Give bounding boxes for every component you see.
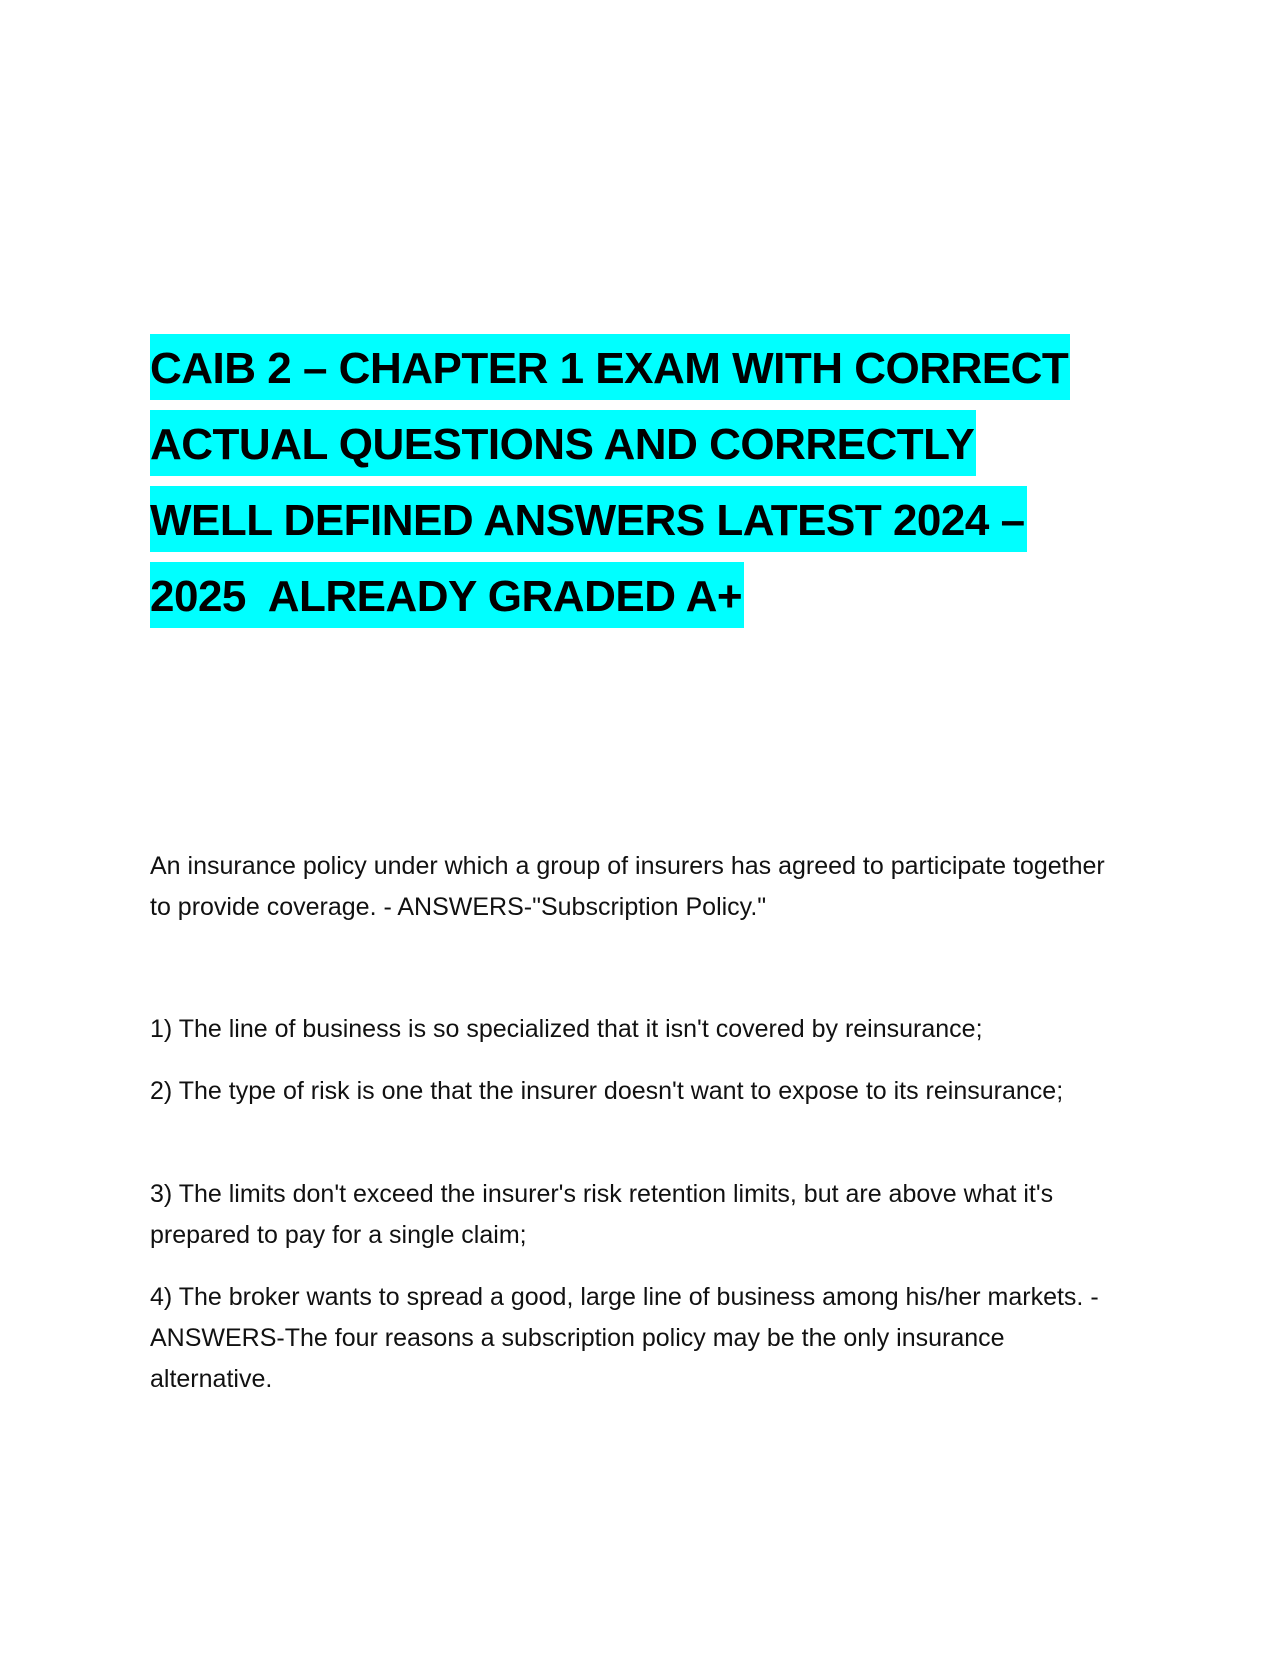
title-line-text: 2025 ALREADY GRADED A+ bbox=[150, 562, 744, 628]
document-title bbox=[150, 334, 1110, 638]
title-line-text: ACTUAL QUESTIONS AND CORRECTLY bbox=[150, 410, 976, 476]
title-line bbox=[150, 486, 1110, 562]
reason-item-1: 1) The line of business is so specialized that it isn't covered by reinsurance; bbox=[150, 1015, 983, 1043]
question-answer-paragraph: An insurance policy under which a group of insurers has agreed to participate together to provide coverage. - ANSWERS-"Subscription Policy." bbox=[150, 852, 1105, 921]
title-line-text: WELL DEFINED ANSWERS LATEST 2024 – bbox=[150, 486, 1027, 552]
title-line bbox=[150, 410, 1110, 486]
reason-item-3: 3) The limits don't exceed the insurer's risk retention limits, but are above what it's prepared to pay for a single claim; bbox=[150, 1180, 1054, 1249]
title-line-text: CAIB 2 – CHAPTER 1 EXAM WITH CORRECT bbox=[150, 334, 1070, 400]
title-line bbox=[150, 562, 1110, 638]
title-line bbox=[150, 334, 1110, 410]
reason-item-2: 2) The type of risk is one that the insurer doesn't want to expose to its reinsurance; bbox=[150, 1077, 1064, 1105]
reason-item-4: 4) The broker wants to spread a good, large line of business among his/her markets. - ANSWERS-The four reasons a subscription policy may be the only insurance alternative. bbox=[150, 1283, 1099, 1393]
